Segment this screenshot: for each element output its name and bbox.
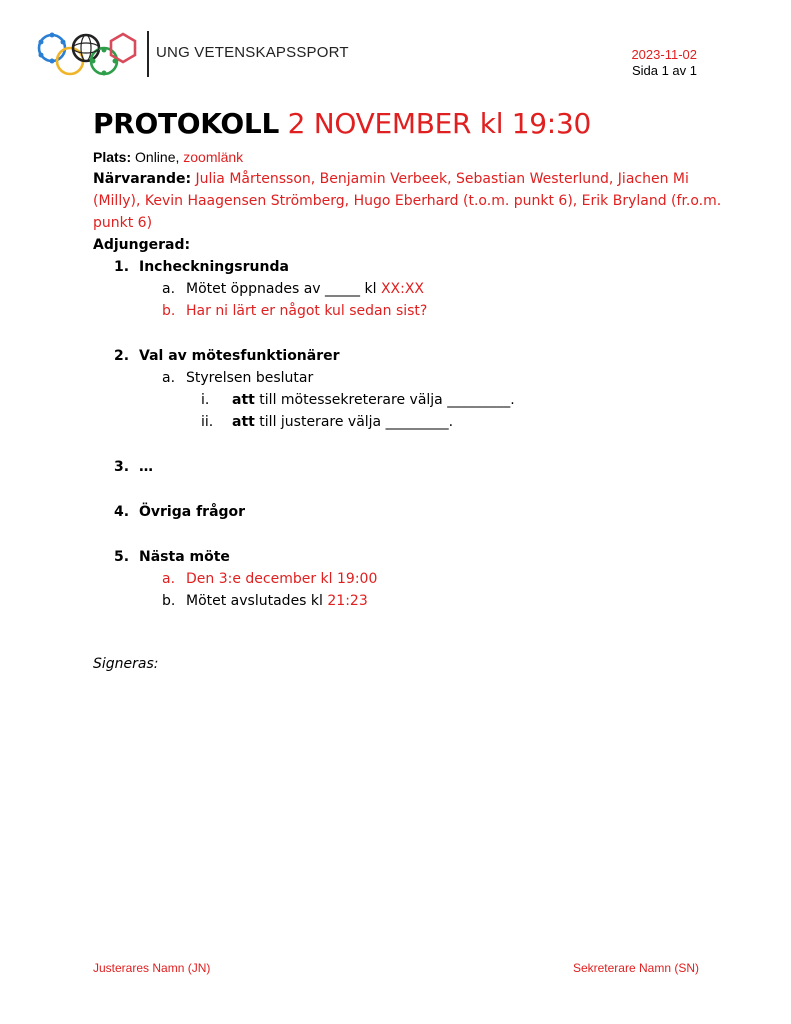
adjungerad-label: Adjungerad: — [93, 237, 191, 253]
title-label: PROTOKOLL — [93, 107, 280, 140]
subitem-red-text: XX:XX — [380, 281, 425, 297]
agenda-item-title: … — [139, 459, 153, 475]
agenda-item-title: Val av mötesfunktionärer — [139, 348, 340, 364]
narvarande-label: Närvarande: — [93, 171, 192, 187]
agenda-item — [93, 546, 713, 568]
meeting-meta — [93, 146, 723, 256]
subitem-marker: b. — [162, 303, 176, 319]
zoom-link[interactable]: zoomlänk — [183, 149, 244, 165]
subitem-text: Mötet öppnades av _____ kl — [186, 281, 381, 297]
agenda-list — [93, 256, 713, 612]
agenda-item — [93, 345, 713, 367]
subitem-marker: a. — [162, 370, 176, 386]
document-date: 2023-11-02 — [631, 47, 697, 62]
narvarande-line — [93, 168, 723, 234]
subsubitem-marker: i. — [201, 392, 210, 408]
agenda-item-number: 4. — [114, 504, 130, 520]
plats-label: Plats: — [93, 149, 132, 165]
agenda-subitem — [93, 590, 713, 612]
footer-justerare: Justerares Namn (JN) — [93, 961, 211, 975]
subitem-marker: a. — [162, 281, 176, 297]
narvarande-value: Julia Mårtensson, Benjamin Verbeek, Sebastian Westerlund, Jiachen Mi (Milly), Kevin Haagensen Strömberg, Hugo Eberhard (t.o.m. punkt 6), Erik Bryland (fr.o.m. punkt 6) — [93, 171, 722, 231]
agenda-item — [93, 456, 713, 478]
org-name: UNG VETENSKAPSSPORT — [156, 44, 349, 61]
agenda-item-number: 2. — [114, 348, 130, 364]
subsubitem-bold: att — [232, 392, 255, 408]
agenda-subitem — [93, 568, 713, 590]
subitem-red-text: 21:23 — [327, 593, 368, 609]
agenda-item — [93, 501, 713, 523]
agenda-item-title: Incheckningsrunda — [139, 259, 289, 275]
subitem-marker: b. — [162, 593, 176, 609]
ung-vetenskapssport-logo — [36, 28, 148, 82]
header-right — [631, 47, 697, 79]
subitem-text: Har ni lärt er något kul sedan sist? — [186, 303, 428, 319]
title-date: 2 NOVEMBER kl 19:30 — [279, 107, 591, 140]
agenda-item-number: 5. — [114, 549, 130, 565]
agenda-subsubitem — [93, 411, 713, 433]
subitem-text: Den 3:e december kl 19:00 — [186, 571, 378, 587]
agenda-item-title: Nästa möte — [139, 549, 230, 565]
plats-line — [93, 146, 723, 168]
logo-divider — [147, 31, 149, 77]
page-info: Sida 1 av 1 — [631, 63, 697, 78]
agenda-subsubitem — [93, 389, 713, 411]
agenda-subitem — [93, 278, 713, 300]
footer-sekreterare: Sekreterare Namn (SN) — [572, 961, 699, 975]
subsubitem-text: till justerare välja _________. — [254, 414, 454, 430]
subitem-text: Mötet avslutades kl — [186, 593, 328, 609]
agenda-item — [93, 256, 713, 278]
plats-value: Online, — [131, 149, 184, 165]
agenda-subitem — [93, 300, 713, 322]
subitem-text: Styrelsen beslutar — [186, 370, 314, 386]
document-title — [93, 106, 591, 142]
signeras-label: Signeras: — [93, 656, 159, 672]
agenda-subitem — [93, 367, 713, 389]
subsubitem-marker: ii. — [201, 414, 214, 430]
agenda-item-number: 3. — [114, 459, 130, 475]
subsubitem-text: till mötessekreterare välja _________. — [254, 392, 515, 408]
subsubitem-bold: att — [232, 414, 255, 430]
subitem-marker: a. — [162, 571, 176, 587]
agenda-item-title: Övriga frågor — [139, 504, 246, 520]
agenda-item-number: 1. — [114, 259, 130, 275]
